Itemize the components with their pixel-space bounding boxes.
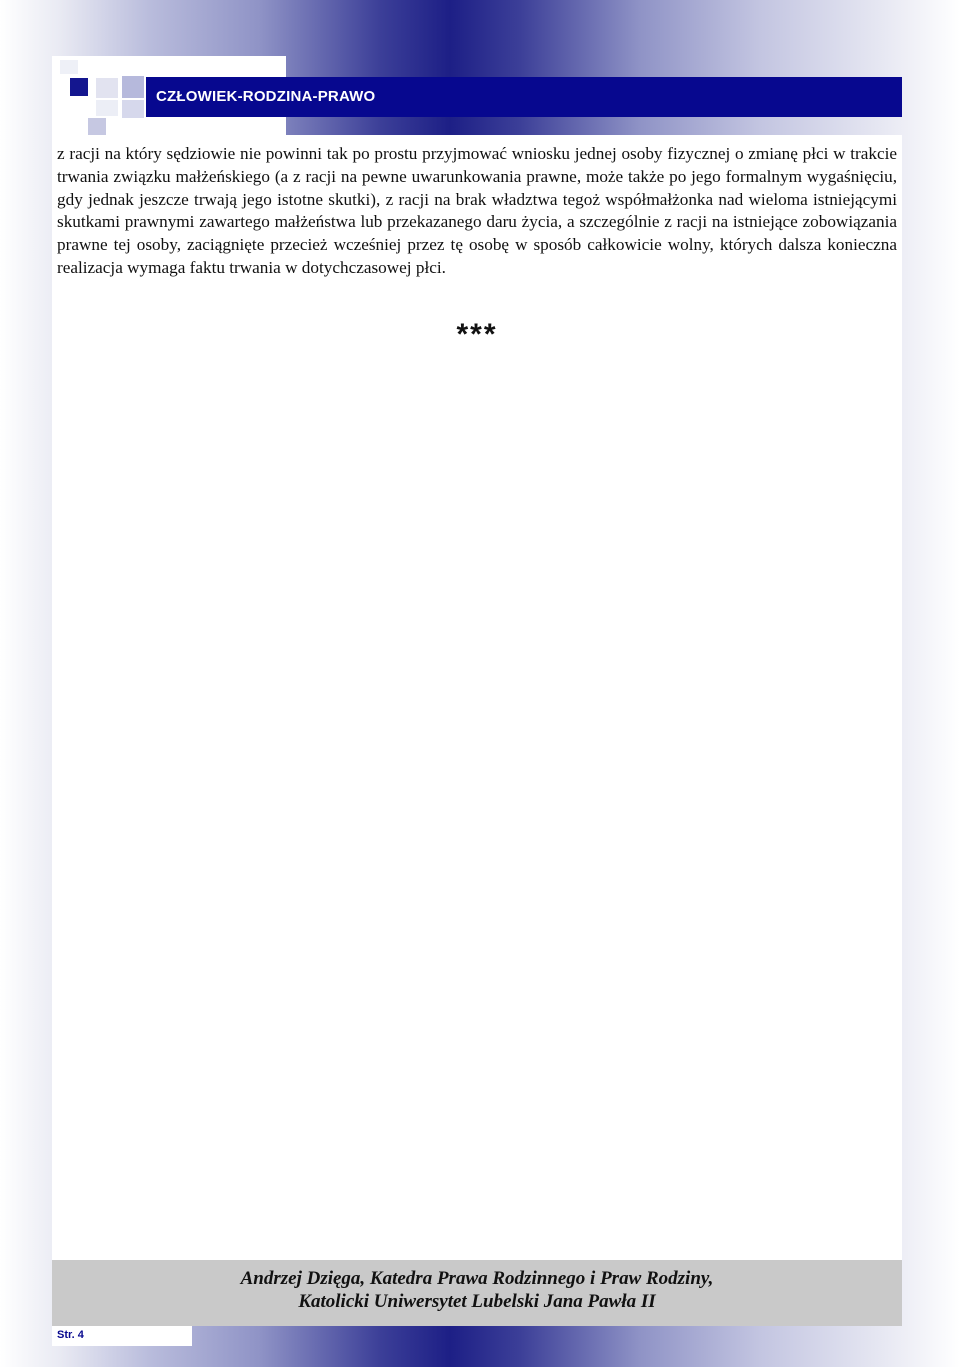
footer-bar xyxy=(52,1260,902,1326)
page-sheet xyxy=(52,135,902,1260)
decor-square xyxy=(122,76,144,98)
page-number-box xyxy=(52,1326,192,1346)
header-bar xyxy=(146,77,902,117)
footer-author-line: Andrzej Dzięga, Katedra Prawa Rodzinnego i Praw Rodziny, xyxy=(240,1268,714,1289)
decor-square xyxy=(88,118,106,136)
page-number: Str. 4 xyxy=(57,1329,84,1341)
footer-university-line: Katolicki Uniwersytet Lubelski Jana Pawła II xyxy=(298,1291,656,1312)
decor-square xyxy=(96,78,118,98)
decor-square xyxy=(122,100,144,118)
header-title: CZŁOWIEK-RODZINA-PRAWO xyxy=(156,88,376,105)
decor-square xyxy=(96,100,118,116)
decor-square xyxy=(60,60,78,74)
section-separator: *** xyxy=(456,318,498,351)
body-paragraph: z racji na który sędziowie nie powinni tak po prostu przyjmować wniosku jednej osoby fizycznej o zmianę płci w trakcie trwania związku małżeńskiego (a z racji na pewne uwarunkowania prawne, może także po jego formalnym wygaśnięciu, gdy jednak jeszcze trwają jego istotne skutki), z racji na brak władztwa tegoż współmałżonka nad wieloma istniejącymi skutkami prawnymi zawartego małżeństwa lub przekazanego daru życia, a szczególnie z racji na istniejące zobowiązania prawne tej osoby, zaciągnięte przecież wcześniej przez tę osobę w sposób całkowicie wolny, których dalsza konieczna realizacja wymaga faktu trwania w dotychczasowej płci. xyxy=(57,144,897,277)
decor-square xyxy=(70,78,88,96)
